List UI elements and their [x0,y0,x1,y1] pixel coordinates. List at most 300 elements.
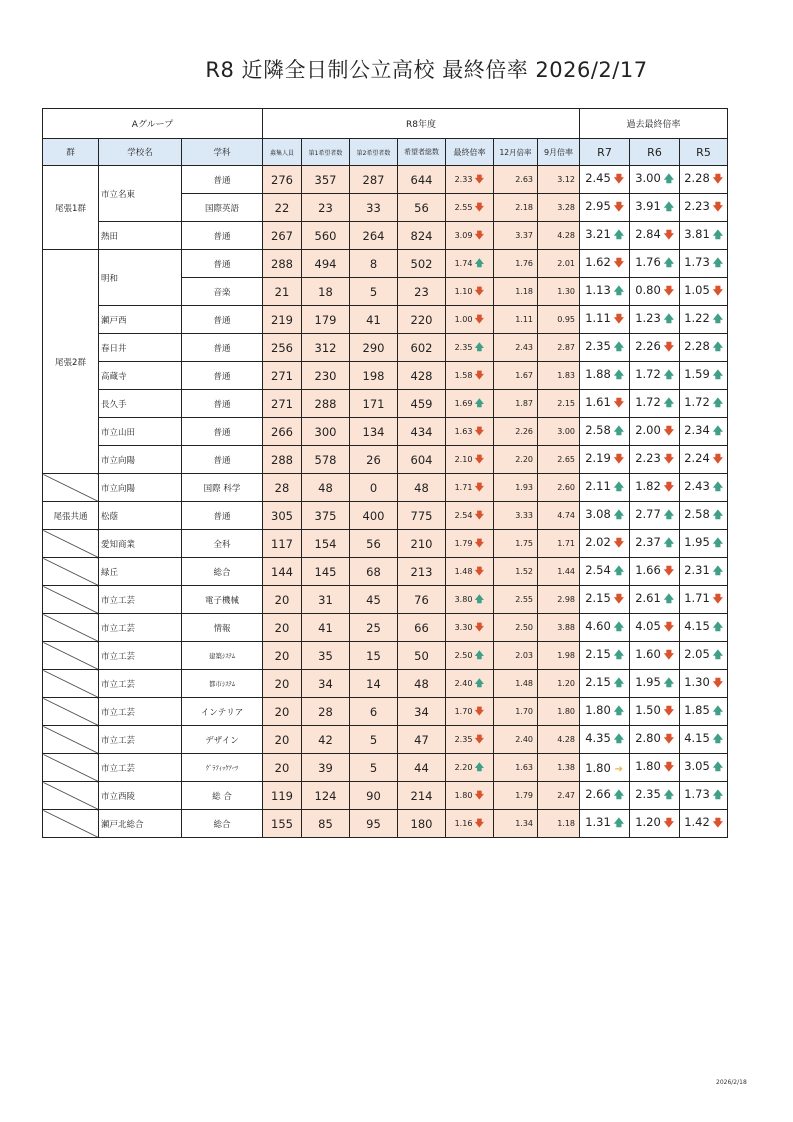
r7-ratio-value: 2.11 [585,478,611,493]
r7-ratio [580,726,630,754]
total-applicants: 48 [398,670,446,698]
r6-ratio-value: 1.50 [635,702,661,717]
second-choice: 198 [350,362,398,390]
arrow-up-icon: 🡅 [663,677,675,689]
ratio-table [42,108,728,838]
col-header-final: 最終倍率 [446,139,494,166]
september-ratio [538,306,580,334]
december-ratio [494,530,538,558]
capacity: 20 [263,754,302,782]
department: 普通 [182,166,263,194]
r5-ratio [680,810,728,838]
total-applicants: 602 [398,334,446,362]
r7-ratio [580,810,630,838]
december-ratio [494,474,538,502]
final-ratio [446,306,494,334]
r7-ratio-value: 1.61 [585,394,611,409]
r5-ratio [680,502,728,530]
september-ratio [538,586,580,614]
school-name: 市立工芸 [99,670,182,698]
r6-ratio-value: 2.35 [635,786,661,801]
final-ratio [446,670,494,698]
arrow-up-icon: 🡅 [613,789,625,801]
arrow-up-icon: 🡅 [712,257,724,269]
final-ratio-value: 1.16 [454,818,473,828]
r7-ratio [580,614,630,642]
arrow-up-icon: 🡅 [613,621,625,633]
arrow-up-icon: 🡅 [712,313,724,325]
r5-ratio [680,334,728,362]
september-ratio [538,698,580,726]
september-ratio-value: 2.01 [557,259,575,268]
group-cell-empty [43,642,99,670]
arrow-down-icon: 🡇 [712,593,724,605]
arrow-down-icon: 🡇 [663,621,675,633]
r5-ratio-value: 2.24 [684,450,710,465]
col-header-r6: R6 [630,139,680,166]
second-choice: 6 [350,698,398,726]
r5-ratio-value: 1.22 [684,310,710,325]
final-ratio [446,810,494,838]
table-row [43,726,728,754]
final-ratio [446,362,494,390]
r6-ratio-value: 3.91 [635,198,661,213]
final-ratio-value: 2.20 [454,762,473,772]
r6-ratio [630,642,680,670]
r6-ratio-value: 2.00 [635,422,661,437]
arrow-down-icon: 🡇 [613,257,625,269]
department: 音楽 [182,278,263,306]
first-choice: 124 [302,782,350,810]
table-row [43,362,728,390]
arrow-down-icon: 🡇 [712,817,724,829]
r7-ratio-value: 4.35 [585,730,611,745]
r6-ratio [630,754,680,782]
december-ratio-value: 1.70 [515,707,533,716]
school-name: 熱田 [99,222,182,250]
arrow-up-icon: 🡅 [613,229,625,241]
september-ratio-value: 1.18 [557,819,575,828]
r5-ratio [680,446,728,474]
second-choice: 68 [350,558,398,586]
school-name: 高蔵寺 [99,362,182,390]
r7-ratio-value: 1.88 [585,366,611,381]
r6-ratio-value: 0.80 [635,282,661,297]
r7-ratio-value: 2.02 [585,534,611,549]
december-ratio-value: 1.67 [515,371,533,380]
school-name: 市立工芸 [99,642,182,670]
december-ratio [494,754,538,782]
september-ratio-value: 1.44 [557,567,575,576]
group-cell-empty [43,698,99,726]
final-ratio [446,474,494,502]
r7-ratio-value: 3.21 [585,226,611,241]
r7-ratio-value: 2.58 [585,422,611,437]
col-header-first: 第1希望者数 [302,139,350,166]
second-choice: 287 [350,166,398,194]
final-ratio-value: 1.69 [454,398,473,408]
arrow-up-icon: 🡅 [712,369,724,381]
arrow-down-icon: 🡇 [474,370,485,381]
december-ratio-value: 2.26 [515,427,533,436]
final-ratio [446,642,494,670]
r6-ratio [630,278,680,306]
r7-ratio [580,446,630,474]
arrow-up-icon: 🡅 [613,425,625,437]
arrow-down-icon: 🡇 [474,174,485,185]
arrow-down-icon: 🡇 [613,453,625,465]
r7-ratio [580,530,630,558]
final-ratio-value: 2.55 [454,202,473,212]
arrow-up-icon: 🡅 [474,342,485,353]
table-row [43,390,728,418]
r7-ratio-value: 2.45 [585,170,611,185]
r7-ratio-value: 2.66 [585,786,611,801]
r5-ratio [680,754,728,782]
total-applicants: 66 [398,614,446,642]
arrow-down-icon: 🡇 [712,285,724,297]
first-choice: 357 [302,166,350,194]
september-ratio [538,278,580,306]
r5-ratio-value: 1.59 [684,366,710,381]
col-header-second: 第2希望者数 [350,139,398,166]
school-name: 春日井 [99,334,182,362]
r5-ratio-value: 1.72 [684,394,710,409]
first-choice: 18 [302,278,350,306]
arrow-down-icon: 🡇 [474,482,485,493]
first-choice: 35 [302,642,350,670]
december-ratio [494,194,538,222]
capacity: 117 [263,530,302,558]
r7-ratio [580,222,630,250]
r7-ratio-value: 1.80 [585,760,611,775]
r6-ratio [630,782,680,810]
school-name: 市立工芸 [99,754,182,782]
r6-ratio [630,418,680,446]
december-ratio [494,670,538,698]
final-ratio [446,334,494,362]
final-ratio [446,754,494,782]
december-ratio-value: 2.40 [515,735,533,744]
final-ratio-value: 3.09 [454,230,473,240]
department: 普通 [182,418,263,446]
r5-ratio [680,670,728,698]
r6-ratio [630,530,680,558]
september-ratio-value: 2.60 [557,483,575,492]
september-ratio-value: 0.95 [557,315,575,324]
total-applicants: 210 [398,530,446,558]
col-header-dept: 学科 [182,139,263,166]
arrow-up-icon: 🡅 [474,650,485,661]
second-choice: 134 [350,418,398,446]
second-choice: 90 [350,782,398,810]
group-cell-empty [43,810,99,838]
arrow-down-icon: 🡇 [474,454,485,465]
arrow-up-icon: 🡅 [712,649,724,661]
arrow-down-icon: 🡇 [474,202,485,213]
total-applicants: 220 [398,306,446,334]
december-ratio [494,418,538,446]
first-choice: 23 [302,194,350,222]
arrow-down-icon: 🡇 [712,201,724,213]
r7-ratio-value: 4.60 [585,618,611,633]
arrow-up-icon: 🡅 [474,594,485,605]
col-header-total: 希望者総数 [398,139,446,166]
r7-ratio [580,306,630,334]
arrow-up-icon: 🡅 [613,509,625,521]
arrow-up-icon: 🡅 [613,369,625,381]
second-choice: 95 [350,810,398,838]
r6-ratio [630,166,680,194]
final-ratio-value: 3.30 [454,622,473,632]
second-choice: 290 [350,334,398,362]
table-row [43,670,728,698]
final-ratio [446,250,494,278]
arrow-up-icon: 🡅 [613,481,625,493]
final-ratio [446,222,494,250]
december-ratio [494,390,538,418]
department: デザイン [182,726,263,754]
r7-ratio [580,586,630,614]
r7-ratio [580,754,630,782]
arrow-down-icon: 🡇 [613,201,625,213]
second-choice: 14 [350,670,398,698]
december-ratio-value: 1.75 [515,539,533,548]
final-ratio-value: 2.54 [454,510,473,520]
r7-ratio [580,250,630,278]
school-name: 市立向陽 [99,474,182,502]
september-ratio-value: 4.74 [557,511,575,520]
final-ratio [446,446,494,474]
arrow-up-icon: 🡅 [474,762,485,773]
r6-ratio-value: 2.84 [635,226,661,241]
r7-ratio [580,558,630,586]
second-choice: 171 [350,390,398,418]
total-applicants: 50 [398,642,446,670]
capacity: 21 [263,278,302,306]
r5-ratio-value: 1.95 [684,534,710,549]
header-past: 過去最終倍率 [580,109,728,139]
december-ratio-value: 3.33 [515,511,533,520]
arrow-down-icon: 🡇 [663,425,675,437]
r5-ratio [680,278,728,306]
department: 普通 [182,390,263,418]
december-ratio [494,558,538,586]
school-name: 愛知商業 [99,530,182,558]
arrow-up-icon: 🡅 [712,789,724,801]
first-choice: 179 [302,306,350,334]
capacity: 271 [263,390,302,418]
r6-ratio-value: 1.72 [635,366,661,381]
arrow-up-icon: 🡅 [663,201,675,213]
final-ratio-value: 1.63 [454,426,473,436]
arrow-down-icon: 🡇 [613,537,625,549]
arrow-down-icon: 🡇 [663,761,675,773]
table-row [43,754,728,782]
first-choice: 41 [302,614,350,642]
arrow-down-icon: 🡇 [663,649,675,661]
first-choice: 560 [302,222,350,250]
r7-ratio-value: 2.54 [585,562,611,577]
arrow-up-icon: 🡅 [663,509,675,521]
second-choice: 56 [350,530,398,558]
total-applicants: 180 [398,810,446,838]
september-ratio [538,474,580,502]
september-ratio-value: 3.88 [557,623,575,632]
final-ratio [446,194,494,222]
r5-ratio-value: 2.43 [684,478,710,493]
col-header-capacity: 募集人員 [263,139,302,166]
r6-ratio [630,250,680,278]
arrow-down-icon: 🡇 [474,510,485,521]
col-header-school: 学校名 [99,139,182,166]
r6-ratio [630,614,680,642]
r5-ratio-value: 1.73 [684,786,710,801]
header-r8: R8年度 [263,109,580,139]
arrow-down-icon: 🡇 [663,817,675,829]
capacity: 28 [263,474,302,502]
arrow-down-icon: 🡇 [474,314,485,325]
final-ratio-value: 1.74 [454,258,473,268]
second-choice: 26 [350,446,398,474]
r6-ratio [630,446,680,474]
second-choice: 25 [350,614,398,642]
footer-date: 2026/2/18 [716,1079,747,1086]
september-ratio-value: 1.30 [557,287,575,296]
december-ratio-value: 2.55 [515,595,533,604]
arrow-down-icon: 🡇 [474,622,485,633]
december-ratio-value: 1.18 [515,287,533,296]
r5-ratio [680,586,728,614]
september-ratio-value: 2.98 [557,595,575,604]
table-row [43,250,728,278]
arrow-down-icon: 🡇 [474,230,485,241]
december-ratio [494,166,538,194]
capacity: 119 [263,782,302,810]
september-ratio-value: 1.38 [557,763,575,772]
arrow-up-icon: 🡅 [613,285,625,297]
second-choice: 5 [350,726,398,754]
september-ratio-value: 3.00 [557,427,575,436]
r5-ratio [680,390,728,418]
final-ratio-value: 1.58 [454,370,473,380]
total-applicants: 428 [398,362,446,390]
r6-ratio [630,362,680,390]
arrow-up-icon: 🡅 [712,761,724,773]
r6-ratio-value: 1.82 [635,478,661,493]
school-name: 市立名東 [99,166,182,222]
first-choice: 230 [302,362,350,390]
arrow-up-icon: 🡅 [712,565,724,577]
header-group-a: Aグループ [43,109,263,139]
school-name: 明和 [99,250,182,306]
department: 普通 [182,250,263,278]
group-cell: 尾張1群 [43,166,99,250]
december-ratio [494,614,538,642]
capacity: 20 [263,726,302,754]
first-choice: 39 [302,754,350,782]
second-choice: 8 [350,250,398,278]
table-row [43,642,728,670]
arrow-down-icon: 🡇 [474,818,485,829]
final-ratio [446,502,494,530]
december-ratio [494,222,538,250]
first-choice: 85 [302,810,350,838]
final-ratio [446,586,494,614]
r5-ratio [680,474,728,502]
september-ratio-value: 1.83 [557,371,575,380]
first-choice: 300 [302,418,350,446]
arrow-up-icon: 🡅 [712,425,724,437]
arrow-up-icon: 🡅 [663,397,675,409]
second-choice: 264 [350,222,398,250]
december-ratio [494,446,538,474]
december-ratio-value: 2.18 [515,203,533,212]
total-applicants: 44 [398,754,446,782]
final-ratio-value: 2.40 [454,678,473,688]
september-ratio [538,194,580,222]
arrow-up-icon: 🡅 [474,398,485,409]
department: 建築ｼｽﾃﾑ [182,642,263,670]
arrow-up-icon: 🡅 [663,537,675,549]
r6-ratio-value: 2.80 [635,730,661,745]
capacity: 266 [263,418,302,446]
r6-ratio-value: 2.61 [635,590,661,605]
group-cell: 尾張2群 [43,250,99,474]
arrow-right-icon: ➔ [614,763,623,775]
department: 普通 [182,222,263,250]
arrow-up-icon: 🡅 [663,593,675,605]
r5-ratio-value: 3.05 [684,758,710,773]
september-ratio [538,614,580,642]
arrow-up-icon: 🡅 [613,649,625,661]
r5-ratio-value: 2.31 [684,562,710,577]
first-choice: 288 [302,390,350,418]
arrow-down-icon: 🡇 [613,173,625,185]
final-ratio [446,390,494,418]
r5-ratio-value: 1.85 [684,702,710,717]
r5-ratio [680,222,728,250]
r5-ratio-value: 1.30 [684,674,710,689]
total-applicants: 23 [398,278,446,306]
arrow-up-icon: 🡅 [712,509,724,521]
total-applicants: 34 [398,698,446,726]
table-row [43,782,728,810]
r6-ratio-value: 4.05 [635,618,661,633]
capacity: 144 [263,558,302,586]
r5-ratio [680,642,728,670]
final-ratio [446,278,494,306]
col-header-group: 群 [43,139,99,166]
r6-ratio-value: 2.37 [635,534,661,549]
capacity: 271 [263,362,302,390]
school-name: 松蔭 [99,502,182,530]
final-ratio [446,726,494,754]
september-ratio [538,250,580,278]
department: ｸﾞﾗﾌｨｯｸｱｰﾂ [182,754,263,782]
r7-ratio-value: 2.35 [585,338,611,353]
arrow-up-icon: 🡅 [613,705,625,717]
arrow-down-icon: 🡇 [474,790,485,801]
total-applicants: 459 [398,390,446,418]
arrow-down-icon: 🡇 [613,313,625,325]
department: 国際英語 [182,194,263,222]
capacity: 155 [263,810,302,838]
capacity: 256 [263,334,302,362]
table-row [43,698,728,726]
september-ratio [538,782,580,810]
r6-ratio-value: 1.60 [635,646,661,661]
